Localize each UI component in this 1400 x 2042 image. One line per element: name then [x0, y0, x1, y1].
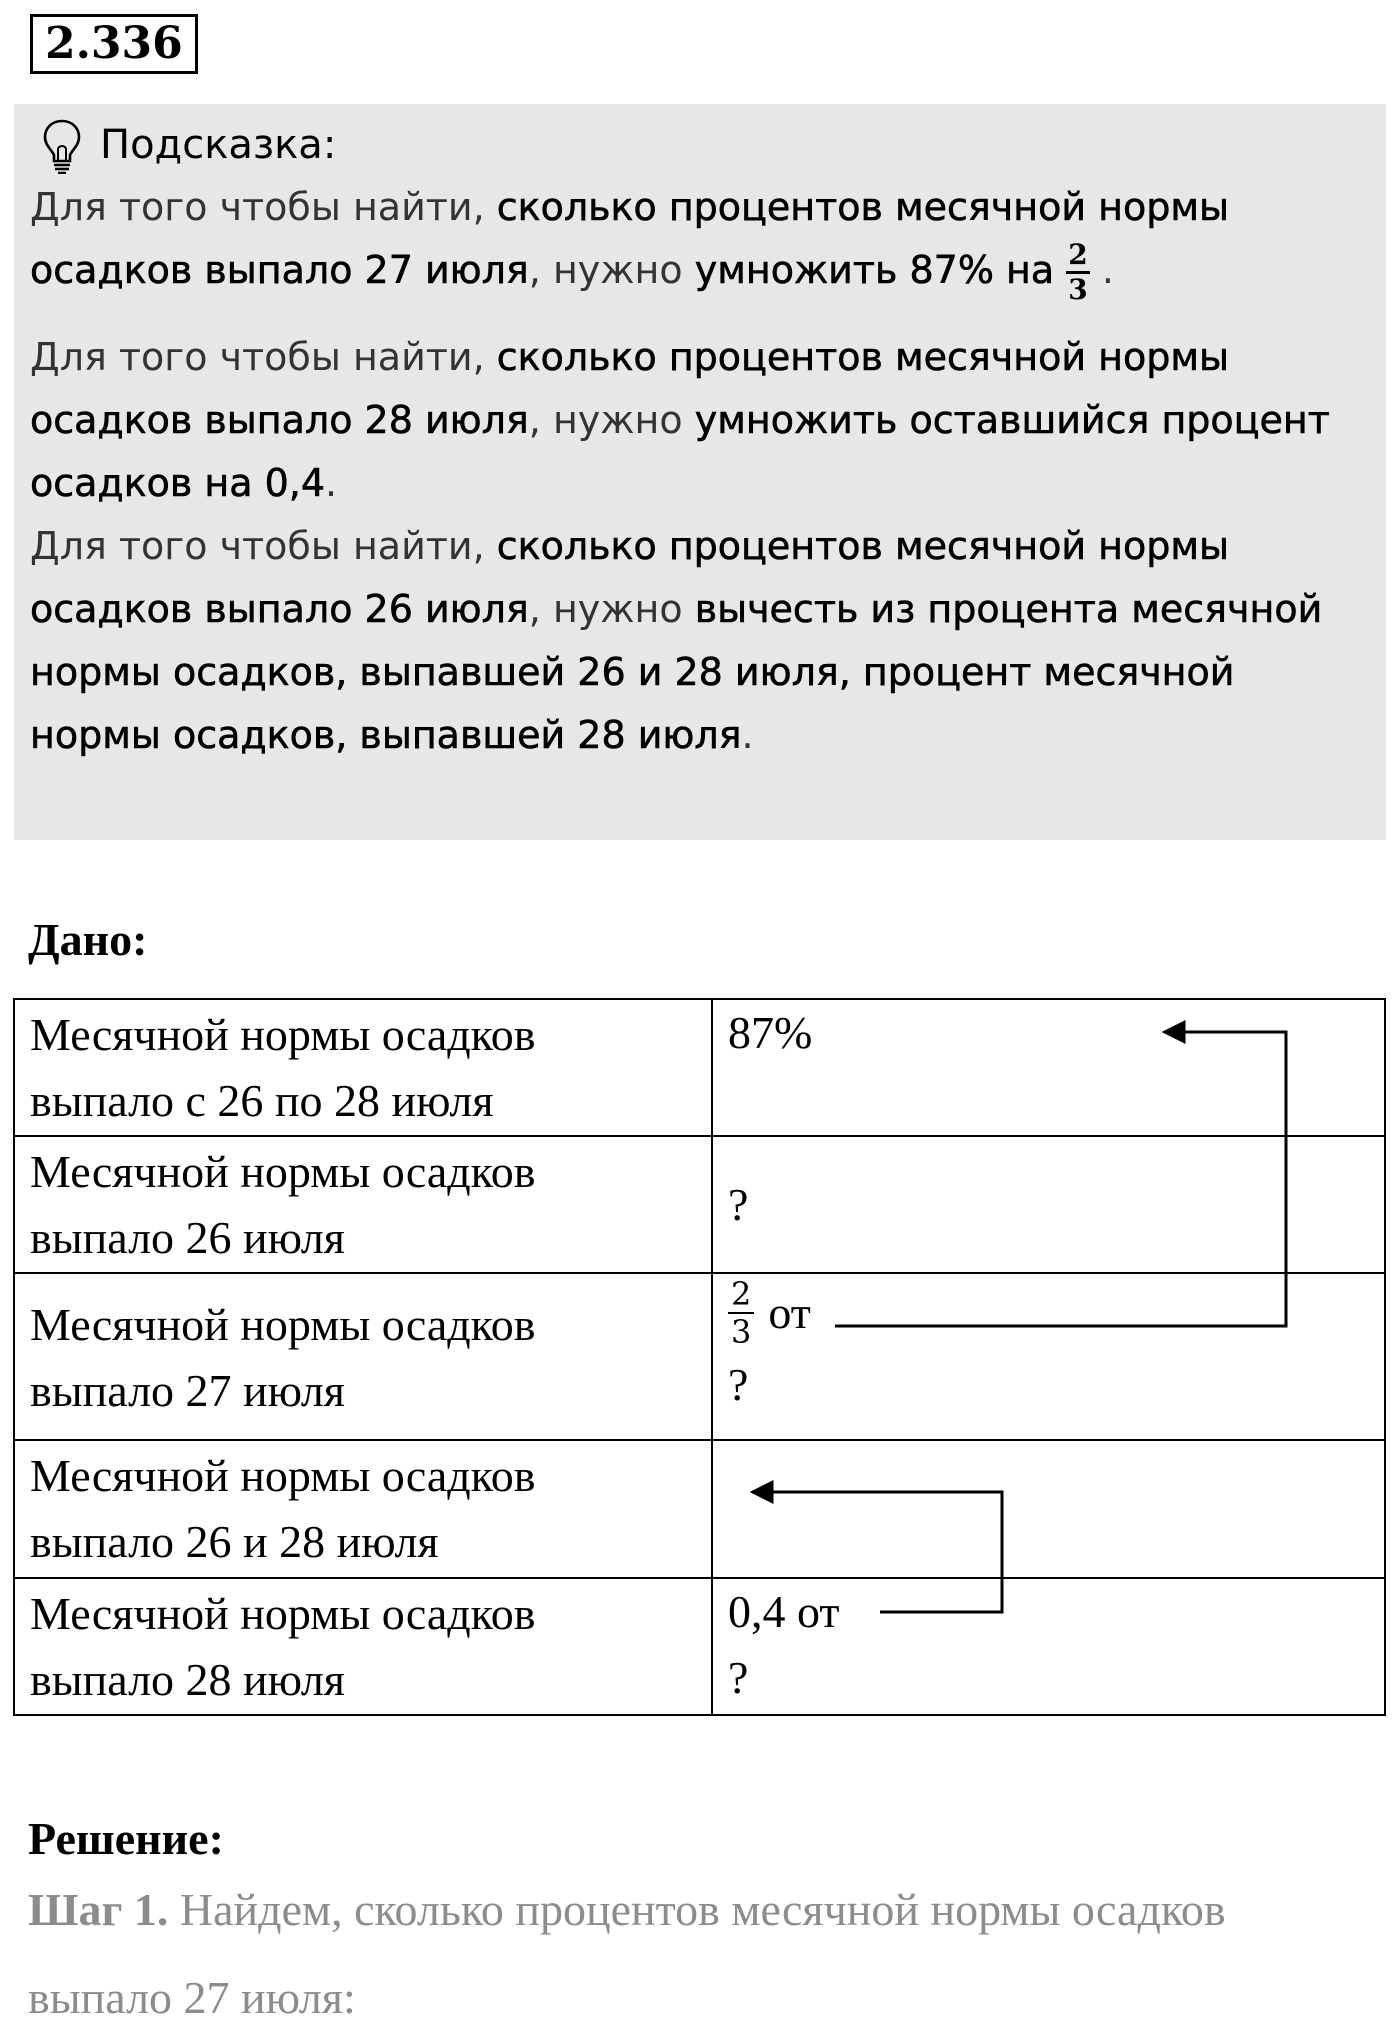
- value-text: 87%: [728, 1007, 813, 1058]
- row-label-line: выпало 27 июля: [30, 1364, 345, 1416]
- table-row: [14, 1440, 1385, 1578]
- row-label-line: выпало 26 и 28 июля: [30, 1516, 439, 1567]
- row-label-line: Месячной нормы осадков: [30, 1588, 536, 1639]
- fraction-numerator: 2: [1066, 241, 1089, 274]
- value-text: от: [768, 1287, 811, 1338]
- hint-paragraph-3: [30, 515, 1370, 767]
- table-row: [14, 1136, 1385, 1273]
- table-row: [14, 999, 1385, 1136]
- fraction-two-thirds: [1066, 238, 1089, 306]
- fraction-two-thirds: [728, 1275, 754, 1351]
- row-value: [712, 1136, 1385, 1273]
- row-label-line: Месячной нормы осадков: [30, 1450, 536, 1501]
- given-table: [13, 998, 1386, 1716]
- fraction-denominator: 3: [1068, 273, 1088, 306]
- lightbulb-icon: [42, 118, 82, 174]
- row-value: [712, 1440, 1385, 1578]
- row-value: [712, 1578, 1385, 1715]
- step-label: Шаг 1.: [28, 1884, 169, 1935]
- hint-end: .: [325, 461, 338, 505]
- hint-title: [42, 114, 336, 177]
- solution-heading: Решение:: [28, 1813, 224, 1864]
- hint-lead: Для того чтобы найти,: [30, 335, 497, 379]
- table-row: [14, 1273, 1385, 1440]
- fraction-denominator: 3: [731, 1313, 752, 1351]
- row-label-line: выпало 26 июля: [30, 1212, 345, 1263]
- value-text: 0,4 от: [728, 1586, 840, 1637]
- table-row: [14, 1578, 1385, 1715]
- hint-mid: , нужно: [528, 587, 695, 631]
- row-label-line: Месячной нормы осадков: [30, 1009, 536, 1060]
- row-label: [14, 1136, 712, 1273]
- row-label-line: Месячной нормы осадков: [30, 1298, 536, 1350]
- row-value: [712, 1273, 1385, 1440]
- hint-end: .: [741, 713, 754, 757]
- hint-lead: Для того чтобы найти,: [30, 524, 497, 568]
- row-value: [712, 999, 1385, 1136]
- value-text: ?: [728, 1652, 749, 1703]
- hint-title-label: Подсказка:: [100, 122, 337, 168]
- hint-bold: сколько процентов месячной нормы осадков выпало 26 июля: [30, 524, 1229, 631]
- row-label-line: выпало 28 июля: [30, 1654, 345, 1705]
- hint-bold: сколько процентов месячной нормы осадков выпало 27 июля: [30, 185, 1229, 292]
- row-label: [14, 1440, 712, 1578]
- hint-paragraph-2: [30, 326, 1370, 515]
- given-heading: Дано:: [28, 914, 148, 965]
- hint-paragraph-1: [30, 176, 1370, 304]
- hint-mid: , нужно: [528, 398, 695, 442]
- solution-step-1: [28, 1866, 1368, 2042]
- hint-bold: умножить оставшийся процент осадков на 0,4: [30, 398, 1330, 505]
- row-label-line: Месячной нормы осадков: [30, 1146, 536, 1197]
- hint-bold: сколько процентов месячной нормы осадков выпало 28 июля: [30, 335, 1229, 442]
- hint-box: [14, 104, 1386, 840]
- problem-number: 2.336: [30, 14, 198, 74]
- value-line: [728, 1274, 1384, 1352]
- fraction-numerator: 2: [728, 1278, 754, 1314]
- row-label-line: выпало с 26 по 28 июля: [30, 1075, 494, 1126]
- value-text: ?: [728, 1178, 749, 1230]
- hint-end: .: [1101, 248, 1114, 292]
- row-label: [14, 999, 712, 1136]
- value-text: ?: [728, 1359, 749, 1410]
- row-label: [14, 1578, 712, 1715]
- row-label: [14, 1273, 712, 1440]
- step-text: Найдем, сколько процентов месячной нормы осадков выпало 27 июля:: [28, 1884, 1226, 2023]
- hint-lead: Для того чтобы найти,: [30, 185, 497, 229]
- hint-mid: , нужно: [528, 248, 695, 292]
- hint-bold: вычесть из процента месячной нормы осадков, выпавшей 26 и 28 июля, процент месячной нормы осадков, выпавшей 28 июля: [30, 587, 1323, 757]
- hint-bold: умножить 87% на: [694, 248, 1055, 292]
